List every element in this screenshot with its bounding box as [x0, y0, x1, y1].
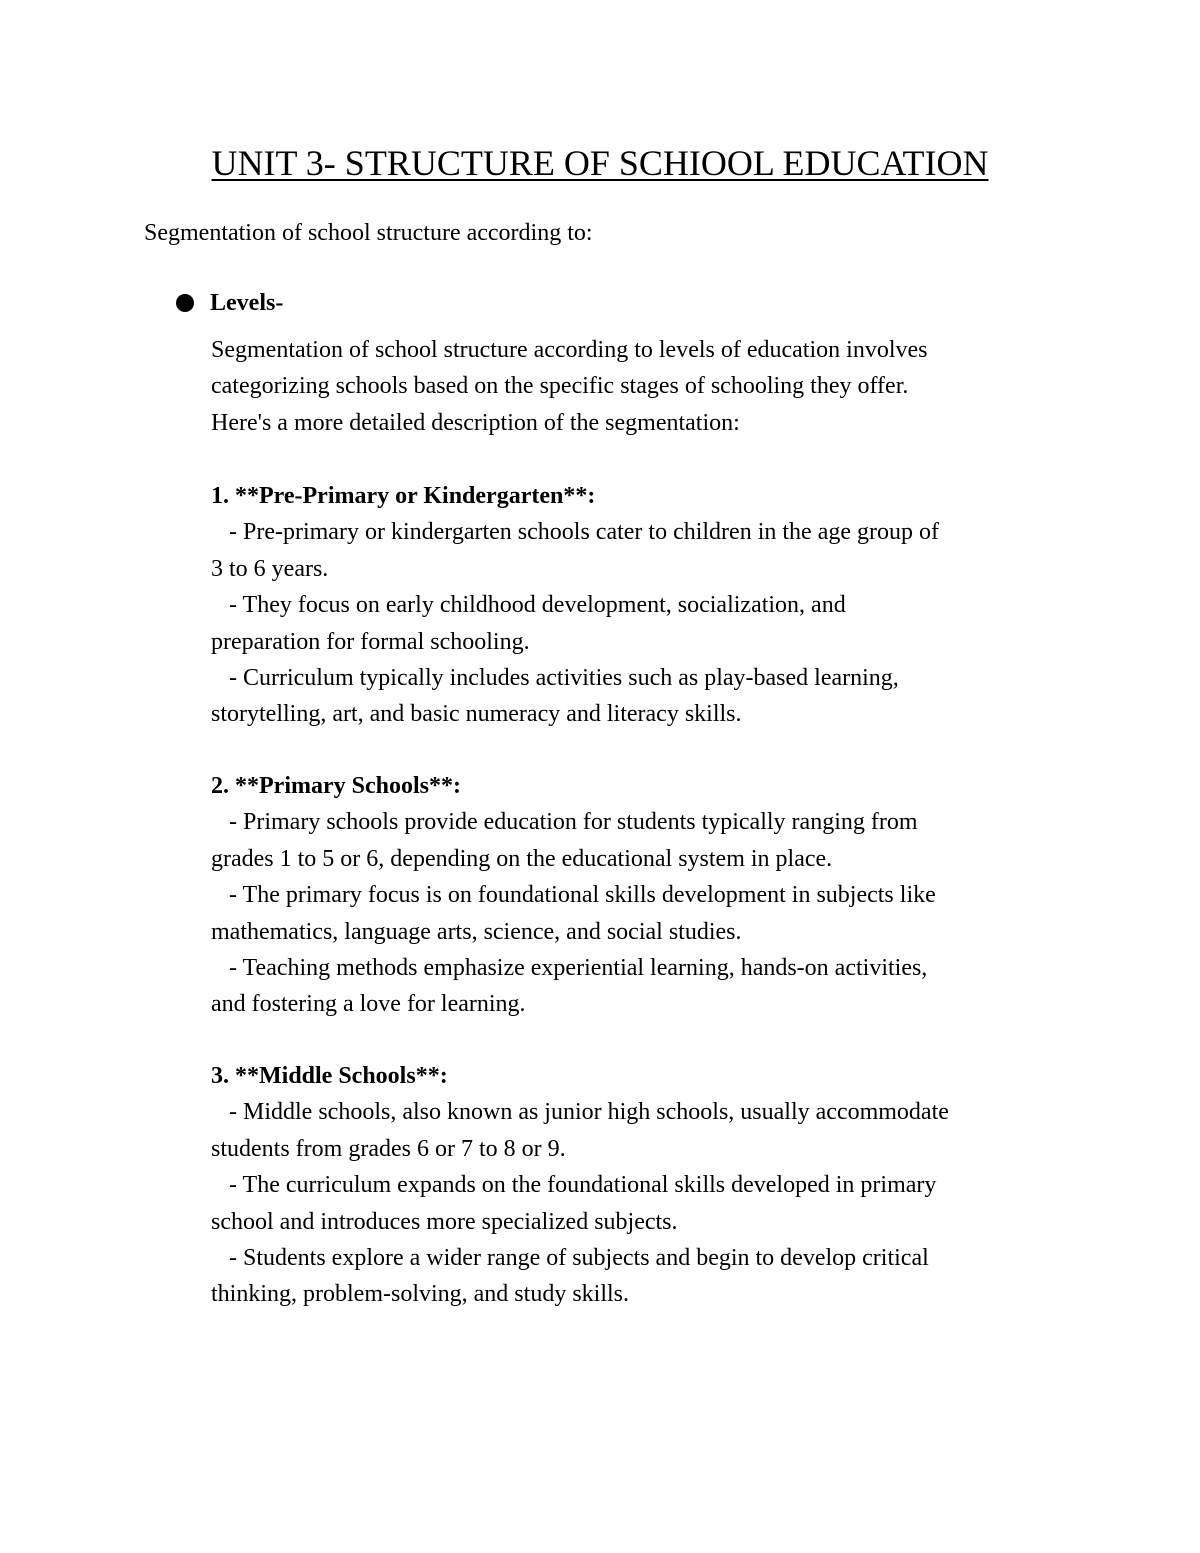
section-line: - The curriculum expands on the foundational skills developed in primary	[211, 1172, 937, 1199]
page-title-text: UNIT 3- STRUCTURE OF SCHIOOL EDUCATION	[211, 143, 989, 183]
section-line: grades 1 to 5 or 6, depending on the educational system in place.	[211, 845, 833, 872]
section-line: - Curriculum typically includes activities such as play-based learning,	[211, 665, 899, 692]
section-line: - Pre-primary or kindergarten schools cater to children in the age group of	[211, 519, 939, 546]
section-heading: 1. **Pre-Primary or Kindergarten**:	[211, 483, 596, 509]
description-line: Segmentation of school structure according to levels of education involves	[211, 337, 928, 363]
levels-label: Levels-	[210, 290, 284, 316]
section-line: - Students explore a wider range of subjects and begin to develop critical	[211, 1245, 929, 1272]
intro-text: Segmentation of school structure according to:	[144, 220, 593, 246]
description-line: Here's a more detailed description of the segmentation:	[211, 409, 740, 436]
section-line: school and introduces more specialized subjects.	[211, 1208, 678, 1235]
section-line: - They focus on early childhood development, socialization, and	[211, 592, 846, 619]
section-primary-schools	[211, 768, 1071, 1023]
section-line: mathematics, language arts, science, and social studies.	[211, 918, 742, 945]
page-title	[0, 140, 1200, 186]
section-line: - Teaching methods emphasize experiential learning, hands-on activities,	[211, 955, 928, 982]
levels-bullet	[176, 285, 283, 321]
bullet-dot-icon	[176, 294, 194, 312]
section-pre-primary	[211, 478, 1071, 733]
section-line: storytelling, art, and basic numeracy and literacy skills.	[211, 701, 742, 728]
section-heading: 2. **Primary Schools**:	[211, 773, 461, 799]
section-line: - Primary schools provide education for students typically ranging from	[211, 809, 918, 836]
section-line: and fostering a love for learning.	[211, 991, 526, 1018]
section-line: - Middle schools, also known as junior high schools, usually accommodate	[211, 1099, 949, 1126]
section-line: 3 to 6 years.	[211, 555, 329, 582]
description-paragraph	[211, 332, 1071, 441]
section-line: thinking, problem-solving, and study skills.	[211, 1281, 629, 1308]
section-heading: 3. **Middle Schools**:	[211, 1063, 448, 1089]
description-line: categorizing schools based on the specific stages of schooling they offer.	[211, 373, 909, 400]
section-line: - The primary focus is on foundational skills development in subjects like	[211, 882, 936, 909]
section-line: preparation for formal schooling.	[211, 628, 530, 655]
section-line: students from grades 6 or 7 to 8 or 9.	[211, 1135, 566, 1162]
section-middle-schools	[211, 1058, 1071, 1313]
